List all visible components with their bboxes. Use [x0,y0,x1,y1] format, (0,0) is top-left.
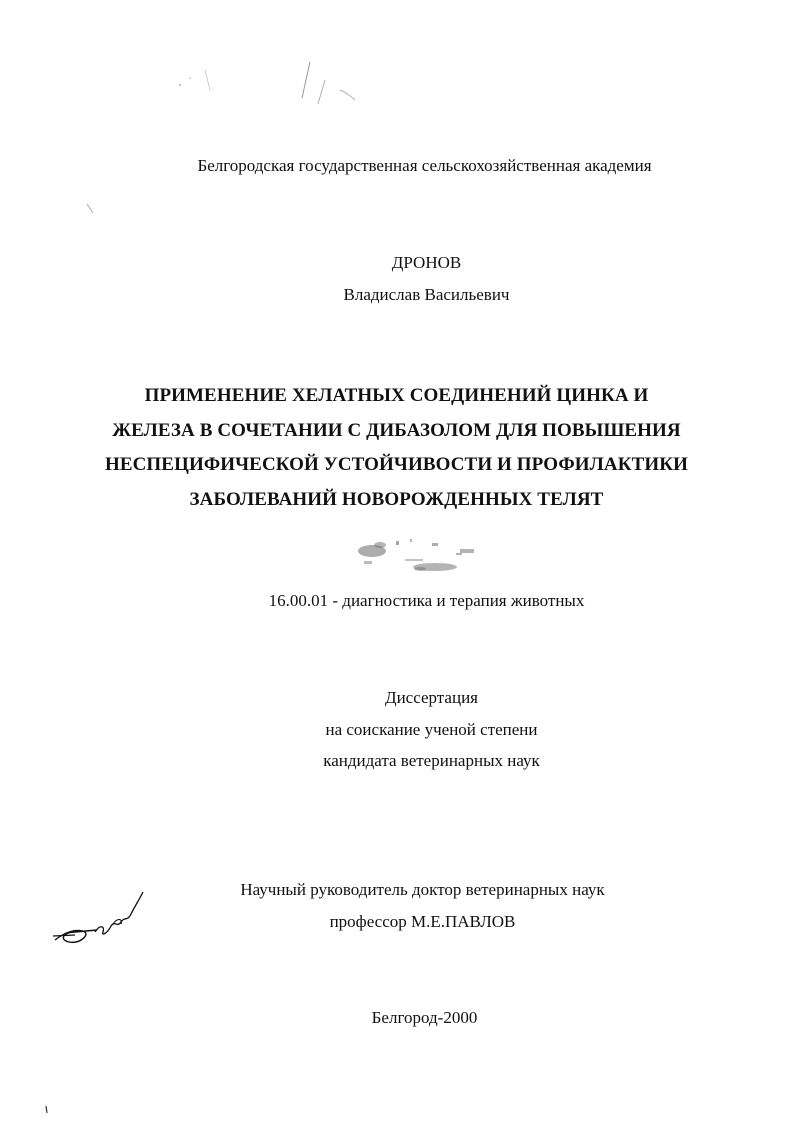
advisor-name: профессор М.Е.ПАВЛОВ [329,912,516,931]
author-signature [45,888,155,958]
city-and-year: Белгород-2000 [371,1008,478,1027]
degree-name: кандидата ветеринарных наук [323,751,540,770]
scan-mark-top [150,60,370,110]
title-line: ПРИМЕНЕНИЕ ХЕЛАТНЫХ СОЕДИНЕНИЙ ЦИНКА И [144,385,649,406]
institution-name: Белгородская государственная сельскохозяйственная академия [197,156,652,175]
library-stamp [350,533,490,583]
document-type: Диссертация [384,688,478,707]
dissertation-title [0,379,793,517]
scan-mark-left [86,203,96,215]
author-surname: ДРОНОВ [391,253,462,272]
title-line: НЕСПЕЦИФИЧЕСКОЙ УСТОЙЧИВОСТИ И ПРОФИЛАКТИКИ [104,454,689,475]
title-line: ЗАБОЛЕВАНИЙ НОВОРОЖДЕННЫХ ТЕЛЯТ [189,488,604,510]
specialty-code: 16.00.01 - диагностика и терапия животных [268,591,585,610]
title-line: ЖЕЛЕЗА В СОЧЕТАНИИ С ДИБАЗОЛОМ ДЛЯ ПОВЫШЕНИЯ [112,419,681,441]
scan-mark-bottom-left [44,1105,50,1115]
degree-purpose: на соискание ученой степени [325,720,538,739]
scientific-advisor: Научный руководитель доктор ветеринарных наук [240,880,605,899]
author-given-names: Владислав Васильевич [343,285,510,304]
